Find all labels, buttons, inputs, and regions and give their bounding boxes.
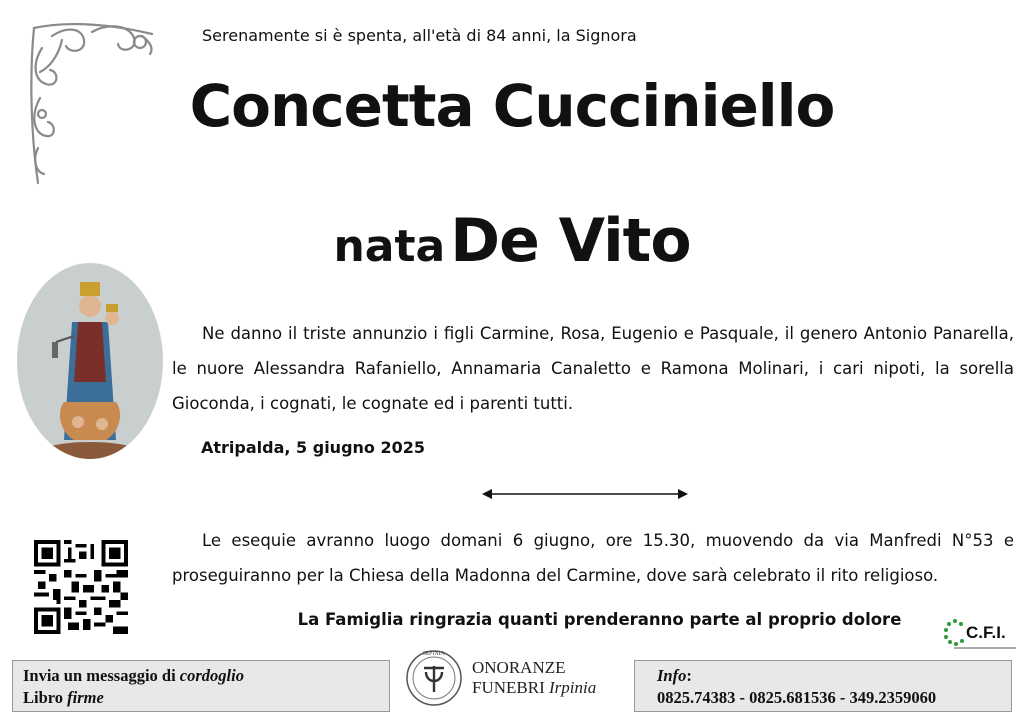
info-label-text: Info [657, 666, 687, 685]
agency-name [472, 658, 596, 698]
cfi-logo-icon [940, 618, 1018, 652]
condolence-box[interactable] [12, 660, 390, 712]
funeral-details: Le esequie avranno luogo domani 6 giugno, ore 15.30, muovendo da via Manfredi N°53 e proseguiranno per la Chiesa della Madonna del Carmine, dove sarà celebrato il rito religioso. [172, 531, 1014, 585]
condolence-link[interactable] [23, 665, 379, 687]
phone-numbers[interactable]: 0825.74383 - 0825.681536 - 349.2359060 [657, 688, 937, 707]
agency-seal-icon [404, 646, 464, 710]
condolence-italic: cordoglio [179, 666, 244, 685]
place-date: Atripalda, 5 giugno 2025 [201, 438, 426, 457]
deceased-name: Concetta Cucciniello [189, 72, 835, 140]
info-colon: : [686, 666, 692, 685]
agency-name-prefix: FUNEBRI [472, 678, 549, 697]
announcement-text: Ne danno il triste annunzio i figli Carmine, Rosa, Eugenio e Pasquale, il genero Antonio Panarella, le nuore Alessandra Rafaniello, Annamaria Canaletto e Ramona Molinari, i cari nipoti, la sorella Gioconda, i cognati, le cognate ed i parenti tutti. [172, 324, 1014, 413]
agency-name-line2 [472, 678, 596, 698]
guestbook-link[interactable] [23, 687, 379, 709]
guestbook-prefix: Libro [23, 688, 68, 707]
agency-name-italic: Irpinia [548, 678, 597, 697]
info-box [634, 660, 1012, 712]
madonna-statue-portrait [16, 262, 164, 460]
cfi-text: C.F.I. [966, 623, 1006, 642]
info-label [657, 665, 989, 687]
maiden-name: De Vito [450, 206, 691, 276]
family-thanks: La Famiglia ringrazia quanti prenderanno parte al proprio dolore [297, 610, 902, 629]
agency-name-line1: ONORANZE [472, 658, 566, 677]
intro-text: Serenamente si è spenta, all'età di 84 anni, la Signora [202, 26, 637, 45]
nata-label: nata [333, 221, 446, 272]
guestbook-italic: firme [67, 688, 104, 707]
agency-seal-text: IRPINIA [423, 651, 445, 657]
condolence-prefix: Invia un messaggio di [23, 666, 180, 685]
double-arrow-divider [482, 486, 688, 502]
